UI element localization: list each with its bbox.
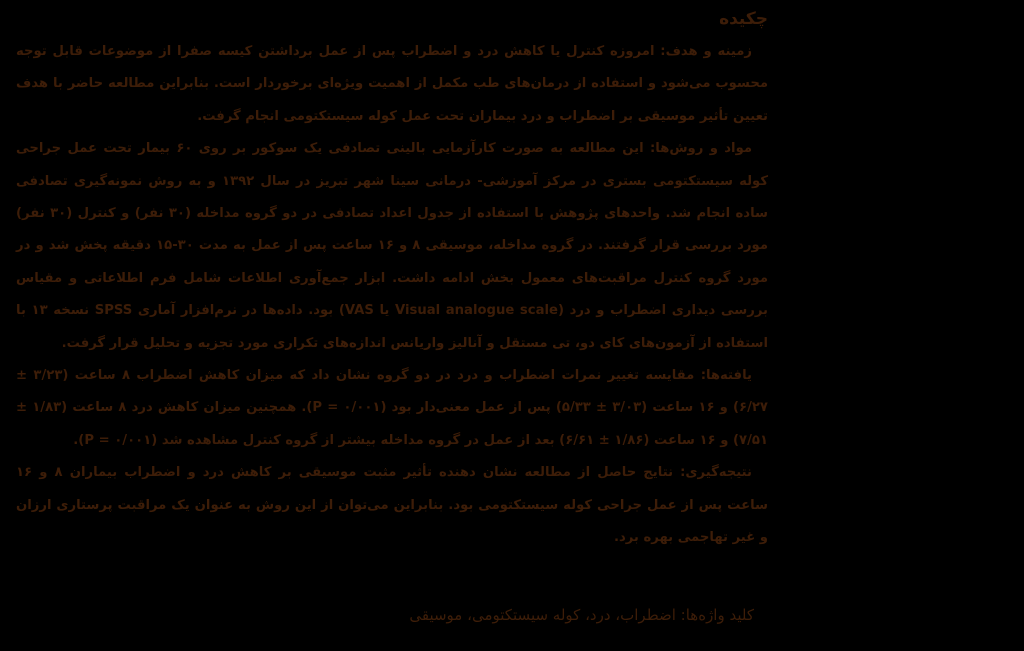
abstract-title: چکیده xyxy=(719,9,768,29)
section-methods xyxy=(16,133,768,360)
keywords: کلید واژه‌ها: اضطراب، درد، کوله سیستکتومی، موسیقی xyxy=(409,606,754,624)
section-conclusion xyxy=(16,457,768,554)
section-text: این مطالعه به صورت کارآزمایی بالینی تصادفی یک سوکور بر روی ۶۰ بیمار تحت عمل جراحی کوله سیستکتومی بستری در مرکز آموزشی- درمانی سینا شهر تبریز در سال ۱۳۹۲ و به روش نمونه‌گیری تصادفی ساده انجام شد. واحدهای پژوهش با استفاده از جدول اعداد تصادفی در دو گروه مداخله (۳۰ نفر) و کنترل (۳۰ نفر) مورد بررسی قرار گرفتند. در گروه مداخله، موسیقی ۸ و ۱۶ ساعت پس از عمل به مدت ۳۰-۱۵ دقیقه پخش شد و در مورد گروه کنترل مراقبت‌های معمول بخش ادامه داشت. ابزار جمع‌آوری اطلاعات شامل فرم اطلاعاتی و مقیاس بررسی دیداری اضطراب و درد (Visual analogue scale یا VAS) بود. داده‌ها در نرم‌افزار آماری SPSS نسخه ۱۳ با استفاده از آزمون‌های کای دو، تی مستقل و آنالیز واریانس اندازه‌های تکراری مورد تجزیه و تحلیل قرار گرفت. xyxy=(16,141,768,351)
section-background xyxy=(16,36,768,133)
abstract xyxy=(16,2,768,555)
section-label: زمینه و هدف: xyxy=(660,44,752,59)
section-text: امروزه کنترل یا کاهش درد و اضطراب پس از عمل برداشتن کیسه صفرا از موضوعات قابل توجه محسوب می‌شود و استفاده از درمان‌های طب مکمل از اهمیت ویژه‌ای برخوردار است. بنابراین مطالعه حاضر با هدف تعیین تأثیر موسیقی بر اضطراب و درد بیماران تحت عمل کوله سیستکتومی انجام گرفت. xyxy=(16,44,768,124)
section-label: مواد و روش‌ها: xyxy=(649,141,752,157)
section-label: نتیجه‌گیری: xyxy=(680,465,752,481)
section-text: نتایج حاصل از مطالعه نشان دهنده تأثیر مثبت موسیقی بر کاهش درد و اضطراب بیماران ۸ و ۱۶ ساعت پس از عمل جراحی کوله سیستکتومی بود. بنابراین می‌توان از این روش به عنوان یک مراقبت پرستاری ارزان و غیر تهاجمی بهره برد. xyxy=(16,465,768,546)
section-results xyxy=(16,360,768,457)
section-label: یافته‌ها: xyxy=(700,368,752,384)
section-text: مقایسه تغییر نمرات اضطراب و درد در دو گروه نشان داد که میزان کاهش اضطراب ۸ ساعت (۳/۲۳ ± ۶/۲۷) و ۱۶ ساعت (۳/۰۳ ± ۵/۳۳) پس از عمل معنی‌دار بود (P = ۰/۰۰۱). همچنین میزان کاهش درد ۸ ساعت (۱/۸۳ ± ۷/۵۱) و ۱۶ ساعت (۱/۸۶ ± ۶/۶۱) بعد از عمل در گروه مداخله بیشتر از گروه کنترل مشاهده شد (P = ۰/۰۰۱). xyxy=(16,368,768,448)
